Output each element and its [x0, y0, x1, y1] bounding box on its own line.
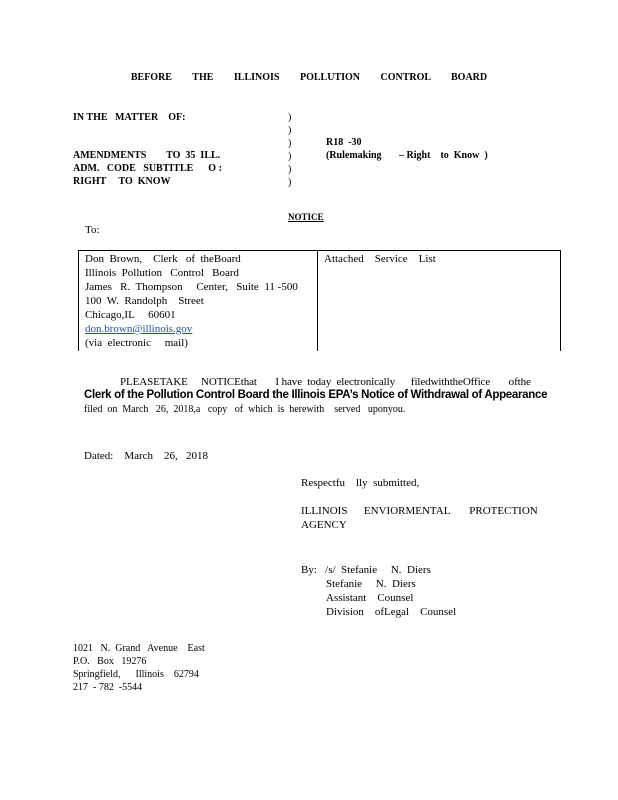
recipient-line: Illinois Pollution Control Board — [85, 267, 240, 279]
service-list-cell — [318, 251, 561, 352]
recipient-line: James R. Thompson Center, Suite 11 -500 — [85, 281, 298, 293]
docket-number: R18 -30 — [326, 137, 362, 148]
matter-line-2: ADM. CODE SUBTITLE O : — [73, 163, 222, 174]
to-label: To: — [85, 224, 100, 236]
signer-name: Stefanie N. Diers — [326, 578, 416, 590]
agency-line-1: ILLINOIS ENVIORMENTAL PROTECTION — [301, 505, 538, 517]
signer-division: Division ofLegal Counsel — [326, 606, 457, 618]
caption-paren: ) — [288, 151, 292, 162]
address-line: 1021 N. Grand Avenue East — [73, 643, 205, 654]
address-line: 217 - 782 -5544 — [73, 682, 143, 693]
dated-line: Dated: March 26, 2018 — [84, 450, 209, 462]
caption-paren: ) — [288, 112, 292, 123]
matter-line-3: RIGHT TO KNOW — [73, 176, 171, 187]
caption-paren: ) — [288, 138, 292, 149]
recipient-cell — [79, 251, 318, 352]
recipient-line: Don Brown, Clerk of theBoard — [85, 253, 241, 265]
recipient-line: Chicago,IL 60601 — [85, 309, 176, 321]
service-list-label: Attached Service List — [324, 253, 436, 265]
closing: Respectfu lly submitted, — [301, 477, 420, 489]
signature-by-line: By: /s/ Stefanie N. Diers — [301, 564, 431, 576]
body-line-3: filed on March 26, 2018,a copy of which is herewith served uponyou. — [84, 404, 406, 415]
caption-paren: ) — [288, 125, 292, 136]
agency-line-2: AGENCY — [301, 519, 347, 531]
notice-heading: NOTICE — [288, 212, 324, 222]
address-line: P.O. Box 19276 — [73, 656, 147, 667]
in-the-matter-label: IN THE MATTER OF: — [73, 112, 186, 123]
signer-title: Assistant Counsel — [326, 592, 414, 604]
service-table — [78, 250, 561, 351]
matter-line-1: AMENDMENTS TO 35 ILL. — [73, 150, 221, 161]
delivery-method: (via electronic mail) — [85, 337, 188, 349]
body-line-2: Clerk of the Pollution Control Board the Illinois EPA’s Notice of Withdrawal of Appearance — [84, 389, 548, 401]
address-line: Springfield, Illinois 62794 — [73, 669, 199, 680]
docket-description: (Rulemaking – Right to Know ) — [326, 150, 488, 161]
recipient-email-link[interactable]: don.brown@illinois.gov — [85, 323, 193, 335]
recipient-line: 100 W. Randolph Street — [85, 295, 204, 307]
caption-paren: ) — [288, 164, 292, 175]
page-title: BEFORE THE ILLINOIS POLLUTION CONTROL BOARD — [130, 72, 488, 83]
caption-paren: ) — [288, 177, 292, 188]
body-line-1: PLEASETAKE NOTICEthat I have today electronically filedwiththeOffice ofthe — [120, 376, 531, 388]
